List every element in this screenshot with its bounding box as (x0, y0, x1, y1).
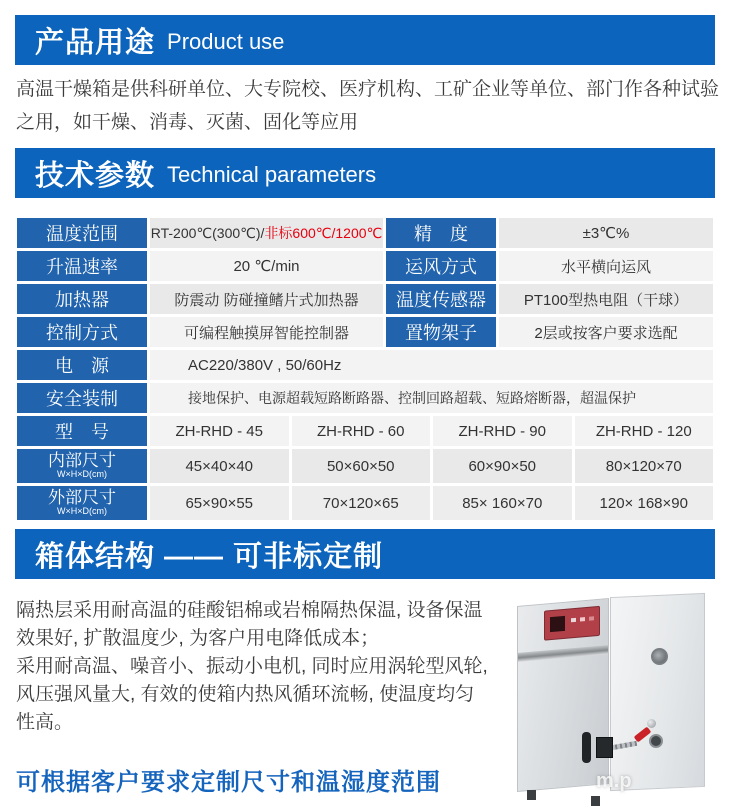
section-header-cabinet-structure (15, 529, 715, 579)
product-use-paragraph (16, 73, 719, 139)
spec-label: 精 度 (386, 218, 496, 248)
oven-side-valve (649, 734, 663, 748)
spec-label: 温度传感器 (386, 284, 496, 314)
spec-row-power-supply (17, 350, 713, 380)
text-line: 高温干燥箱是供科研单位、大专院校、医疗机构、工矿企业等单位、部门作各种试验 (16, 79, 720, 100)
spec-value: 70×120×65 (292, 486, 431, 520)
spec-value: 可编程触摸屏智能控制器 (150, 317, 383, 347)
text-line: 风压强风量大, 有效的使箱内热风循环流畅, 使温度均匀 (16, 684, 475, 705)
spec-label: 升温速率 (17, 251, 147, 281)
spec-table (17, 218, 713, 520)
watermark-text: m.p (596, 770, 632, 792)
spec-label: 温度范围 (17, 218, 147, 248)
spec-label: 控制方式 (17, 317, 147, 347)
text-line: 隔热层采用耐高温的硅酸铝棉或岩棉隔热保温, 设备保温 (16, 600, 483, 621)
spec-value: 65×90×55 (150, 486, 289, 520)
spec-row-control-mode (17, 317, 713, 347)
oven-side-port-hole (651, 648, 668, 665)
spec-value: 50×60×50 (292, 449, 431, 483)
spec-value: 85× 160×70 (433, 486, 572, 520)
section-title-en: Product use (167, 29, 285, 54)
spec-value: ZH-RHD - 90 (433, 416, 572, 446)
spec-value: ZH-RHD - 60 (292, 416, 431, 446)
spec-value: AC220/380V , 50/60Hz (150, 350, 713, 380)
section-title-en: Technical parameters (167, 162, 377, 187)
text-line: 之用，如干燥、消毒、灭菌、固化等应用 (16, 112, 359, 133)
spec-label: 运风方式 (386, 251, 496, 281)
section-header-product-use (15, 15, 715, 65)
cabinet-structure-paragraph (16, 597, 502, 737)
oven-panel-button (571, 618, 576, 622)
spec-value: ±3℃% (499, 218, 713, 248)
oven-front-door (517, 598, 609, 792)
spec-value: 45×40×40 (150, 449, 289, 483)
spec-value: 60×90×50 (433, 449, 572, 483)
spec-label (17, 449, 147, 483)
section-title-cn: 产品用途 (35, 26, 156, 59)
spec-row-model (17, 416, 713, 446)
oven-latch-knob (647, 719, 656, 728)
spec-value: PT100型热电阻（干球） (499, 284, 713, 314)
spec-row-inner-dimensions (17, 449, 713, 483)
oven-door-groove (518, 645, 608, 662)
spec-row-safety-devices (17, 383, 713, 413)
oven-foot (591, 796, 600, 806)
oven-door-handle (582, 732, 591, 763)
spec-row-heater (17, 284, 713, 314)
spec-row-temperature-range (17, 218, 713, 248)
spec-row-outer-dimensions (17, 486, 713, 520)
oven-control-panel (544, 606, 600, 641)
customization-note: 可根据客户要求定制尺寸和温湿度范围 (16, 769, 441, 796)
oven-foot (527, 790, 536, 800)
spec-label: 安全装制 (17, 383, 147, 413)
label-sub: W×H×D(cm) (57, 469, 107, 480)
spec-label: 置物架子 (386, 317, 496, 347)
section-header-technical-parameters (15, 148, 715, 198)
spec-value (150, 218, 383, 248)
spec-value: 防震动 防碰撞鳍片式加热器 (150, 284, 383, 314)
oven-display-screen (550, 616, 565, 632)
spec-value: 接地保护、电源超载短路断路器、控制回路超载、短路熔断器，超温保护 (150, 383, 713, 413)
section-title-cn: 箱体结构 —— 可非标定制 (35, 540, 384, 573)
label-main: 内部尺寸 (48, 451, 116, 471)
oven-door-latch (596, 737, 613, 758)
value-highlight: 非标600℃/1200℃ (264, 225, 383, 241)
text-line: 采用耐高温、噪音小、振动小电机, 同时应用涡轮型风轮, (16, 656, 488, 677)
value-normal: RT-200℃(300℃)/ (150, 224, 265, 241)
spec-value: 2层或按客户要求选配 (499, 317, 713, 347)
spec-value: 20 ℃/min (150, 251, 383, 281)
label-main: 外部尺寸 (48, 488, 116, 508)
spec-value: ZH-RHD - 45 (150, 416, 289, 446)
oven-panel-button (589, 616, 594, 620)
oven-panel-button (580, 617, 585, 621)
spec-value: 120× 168×90 (575, 486, 714, 520)
spec-label (17, 486, 147, 520)
spec-row-heating-rate (17, 251, 713, 281)
spec-label: 型 号 (17, 416, 147, 446)
spec-value: 80×120×70 (575, 449, 714, 483)
section-title-cn: 技术参数 (35, 159, 156, 192)
label-sub: W×H×D(cm) (57, 506, 107, 517)
oven-side-panel (610, 593, 705, 791)
spec-label: 加热器 (17, 284, 147, 314)
spec-value: ZH-RHD - 120 (575, 416, 714, 446)
text-line: 效果好, 扩散温度少, 为客户用电降低成本； (16, 628, 380, 649)
spec-value: 水平横向运风 (499, 251, 713, 281)
spec-label: 电 源 (17, 350, 147, 380)
text-line: 性高。 (16, 712, 74, 733)
